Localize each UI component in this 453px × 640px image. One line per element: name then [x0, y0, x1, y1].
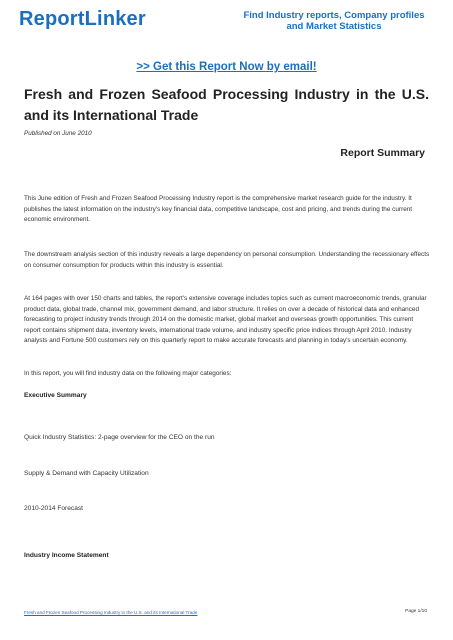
report-title: Fresh and Frozen Seafood Processing Industry in the U.S. and its International Trade	[24, 86, 429, 123]
section-forecast: 2010-2014 Forecast	[24, 505, 84, 512]
summary-paragraph-4: In this report, you will find industry data on the following major categories:	[24, 370, 232, 377]
section-supply-demand: Supply & Demand with Capacity Utilization	[24, 470, 149, 477]
section-executive-summary: Executive Summary	[24, 392, 87, 399]
summary-paragraph-3: At 164 pages with over 150 charts and tables, the report's extensive coverage includes topics such as current macroeconomic trends, granular product data, global trade, channel mix, government demand, and labor structure. It relies on over a decade of historical data and enhanced forecasting to project industry trends through 2014 on the domestic market, global market and overseas growth opportunities. This current report contains shipment data, inventory levels, international trade volume, and industry specific price indices through April 2010. Industry analysts and Fortune 500 customers rely on this quarterly report to make accurate forecasts and planning in today's uncertain economy.	[24, 295, 427, 344]
section-quick-statistics: Quick Industry Statistics: 2-page overview for the CEO on the run	[24, 434, 215, 441]
section-income-statement: Industry Income Statement	[24, 552, 109, 559]
reportlinker-logo[interactable]: ReportLinker	[19, 8, 146, 30]
get-report-link[interactable]: >> Get this Report Now by email!	[136, 61, 317, 73]
report-summary-heading: Report Summary	[340, 147, 425, 159]
footer-report-link[interactable]: Fresh and Frozen Seafood Processing Industry in the U.S. and its International Trade	[24, 610, 198, 615]
header-tagline: Find Industry reports, Company profiles and Market Statistics	[243, 10, 425, 32]
published-date: Published on June 2010	[24, 130, 92, 137]
summary-paragraph-1: This June edition of Fresh and Frozen Seafood Processing Industry report is the comprehensive market research guide for the industry. It publishes the latest information on the industry's key financial data, competitive landscape, cost and pricing, and trends during the current economic environment.	[24, 195, 413, 223]
summary-paragraph-2: The downstream analysis section of this industry reveals a large dependency on personal consumption. Understanding the recessionary effects on consumer consumption for products within this industry is essential.	[24, 251, 430, 269]
footer-page-number: Page 1/10	[405, 609, 427, 614]
